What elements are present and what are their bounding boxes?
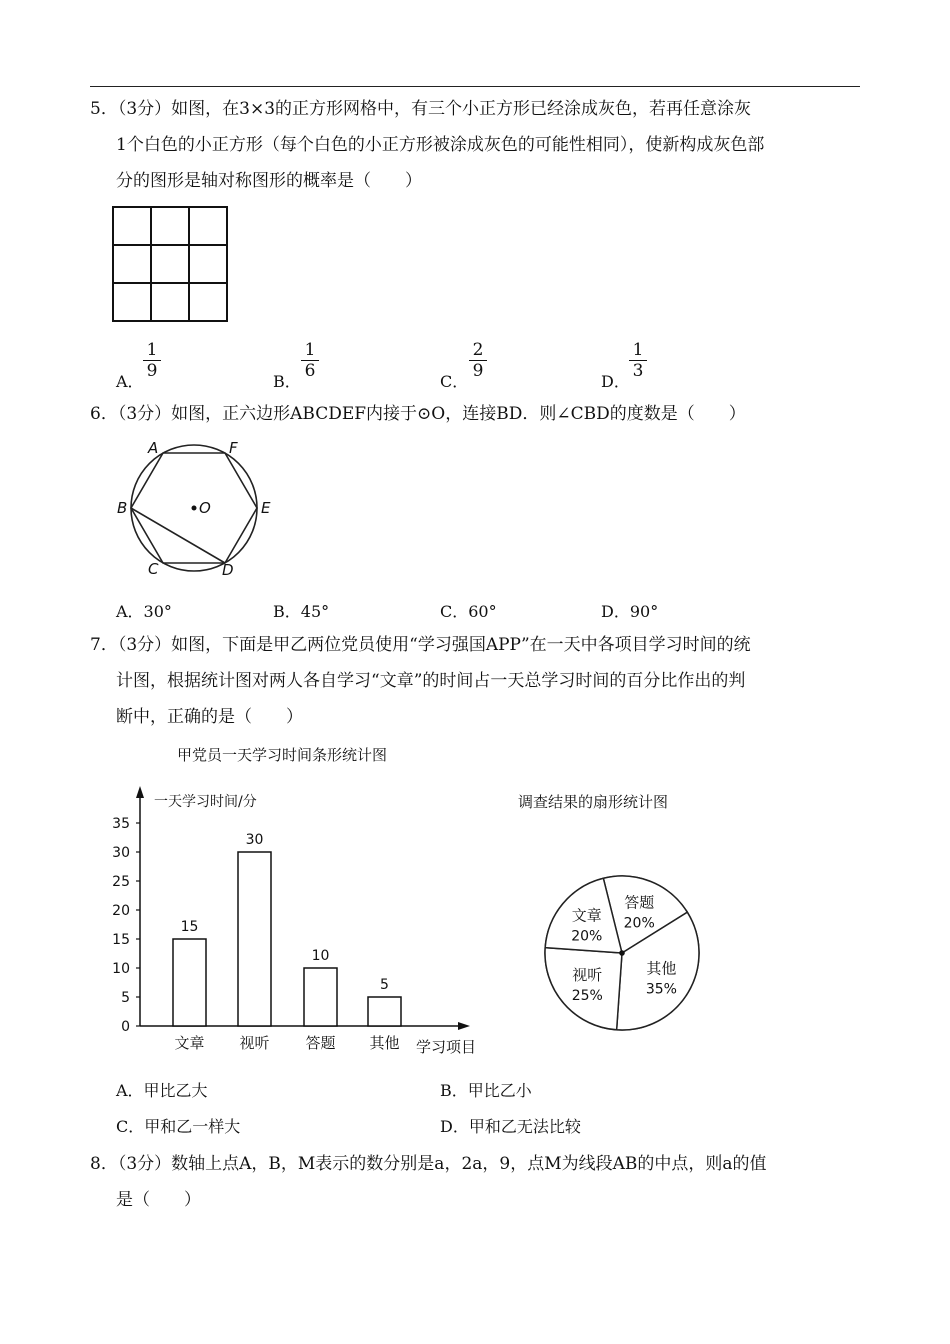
- label-b: B: [117, 499, 128, 517]
- grid-cell: [113, 245, 151, 283]
- y-tick-label: 0: [121, 1019, 130, 1035]
- q5-grid-figure: [110, 204, 232, 326]
- slice-category-label: 视听: [572, 966, 603, 985]
- y-tick-label: 35: [112, 816, 130, 832]
- q7-option-b: B．甲比乙小: [440, 1081, 532, 1100]
- q7-line-2: 计图，根据统计图对两人各自学习“文章”的时间占一天总学习时间的百分比作出的判: [116, 671, 746, 691]
- q5-option-c-label: C．: [440, 372, 469, 391]
- bar-value-label: 15: [180, 919, 199, 935]
- q5-option-a-fraction: [143, 341, 161, 380]
- fraction-denominator: 9: [146, 361, 158, 381]
- q5-option-b-fraction: [301, 341, 319, 380]
- y-tick-label: 15: [112, 932, 130, 948]
- q6-line-1: 6．（3分）如图，正六边形ABCDEF内接于⊙O，连接BD．则∠CBD的度数是（ ）: [90, 404, 746, 424]
- grid-cell: [151, 207, 189, 245]
- category-label: 其他: [369, 1034, 400, 1052]
- q6-option-d: D．90°: [601, 602, 659, 621]
- fraction-denominator: 3: [632, 361, 644, 381]
- fraction-numerator: 1: [146, 340, 158, 360]
- q7-option-c: C．甲和乙一样大: [116, 1117, 241, 1136]
- fraction-denominator: 9: [472, 361, 484, 381]
- q5-option-a-label: A．: [116, 372, 144, 391]
- pie-center: [619, 950, 625, 956]
- q7-option-a: A．甲比乙大: [116, 1081, 208, 1100]
- slice-percent-label: 25%: [571, 988, 603, 1005]
- q5-option-d-label: D．: [601, 372, 630, 391]
- pie-chart-title: 调查结果的扇形统计图: [518, 793, 669, 811]
- bar: [173, 939, 206, 1026]
- question-6: [90, 396, 865, 432]
- q6-option-b: B．45°: [273, 602, 330, 621]
- slice-percent-label: 20%: [623, 915, 655, 932]
- question-5: [90, 91, 865, 199]
- q5-line-2: 1个白色的小正方形（每个白色的小正方形被涂成灰色的可能性相同），使新构成灰色部: [116, 135, 765, 155]
- q6-option-c: C．60°: [440, 602, 497, 621]
- y-tick-label: 5: [121, 990, 130, 1006]
- q5-option-c-fraction: [469, 341, 487, 380]
- slice-category-label: 文章: [571, 906, 602, 925]
- q6-hexagon-figure: [110, 436, 285, 581]
- x-axis-label: 学习项目: [416, 1038, 477, 1056]
- slice-category-label: 答题: [624, 893, 655, 912]
- q7-line-3: 断中，正确的是（ ）: [116, 707, 303, 727]
- pie-chart: [510, 785, 720, 1035]
- bar: [368, 997, 401, 1026]
- fraction-denominator: 6: [304, 361, 316, 381]
- q5-line-1: 5．（3分）如图，在3×3的正方形网格中，有三个小正方形已经涂成灰色，若再任意涂灰: [90, 99, 752, 119]
- grid-cell: [189, 245, 227, 283]
- fraction-numerator: 1: [304, 340, 316, 360]
- category-label: 文章: [174, 1034, 205, 1052]
- q8-line-1: 8．（3分）数轴上点A，B，M表示的数分别是a，2a，9，点M为线段AB的中点，则a的值: [90, 1154, 767, 1174]
- bar: [304, 968, 337, 1026]
- grid-cell: [151, 283, 189, 321]
- slice-percent-label: 35%: [645, 981, 677, 998]
- segment-bd: [131, 508, 225, 563]
- grid-cell: [151, 245, 189, 283]
- grid-cell: [113, 207, 151, 245]
- bar-value-label: 30: [245, 832, 264, 848]
- q5-option-d-fraction: [629, 341, 647, 380]
- q5-line-3: 分的图形是轴对称图形的概率是（ ）: [116, 171, 422, 191]
- q7-line-1: 7．（3分）如图，下面是甲乙两位党员使用“学习强国APP”在一天中各项目学习时间的统: [90, 635, 751, 655]
- y-tick-label: 10: [112, 961, 130, 977]
- fraction-numerator: 2: [472, 340, 484, 360]
- bar-value-label: 10: [311, 948, 330, 964]
- slice-category-label: 其他: [646, 959, 677, 978]
- bar-chart-title: 甲党员一天学习时间条形统计图: [177, 746, 388, 764]
- label-f: F: [229, 439, 238, 457]
- q6-option-a: A．30°: [116, 602, 172, 621]
- label-c: C: [148, 560, 159, 578]
- q5-option-b-label: B．: [273, 372, 301, 391]
- grid-cell: [189, 283, 227, 321]
- fraction-numerator: 1: [632, 340, 644, 360]
- y-axis-arrow: [136, 786, 144, 798]
- grid-cell: [189, 207, 227, 245]
- q7-option-d: D．甲和乙无法比较: [440, 1117, 581, 1136]
- bar-chart: [110, 740, 500, 1060]
- label-d: D: [222, 561, 234, 579]
- q8-line-2: 是（ ）: [116, 1190, 201, 1210]
- y-tick-label: 20: [112, 903, 130, 919]
- slice-percent-label: 20%: [571, 928, 603, 945]
- bar-value-label: 5: [380, 977, 389, 993]
- label-e: E: [261, 499, 271, 517]
- label-o: O: [199, 499, 211, 517]
- y-axis-label: 一天学习时间/分: [154, 794, 257, 810]
- question-7: [90, 627, 865, 735]
- category-label: 视听: [239, 1034, 270, 1052]
- y-tick-label: 25: [112, 874, 130, 890]
- header-rule: [90, 86, 860, 87]
- label-a: A: [148, 439, 159, 457]
- x-axis-arrow: [458, 1022, 470, 1030]
- question-8: [90, 1146, 865, 1218]
- category-label: 答题: [305, 1034, 336, 1052]
- grid-cell: [113, 283, 151, 321]
- center-point-o: [192, 506, 197, 511]
- y-tick-label: 30: [112, 845, 130, 861]
- bar: [238, 852, 271, 1026]
